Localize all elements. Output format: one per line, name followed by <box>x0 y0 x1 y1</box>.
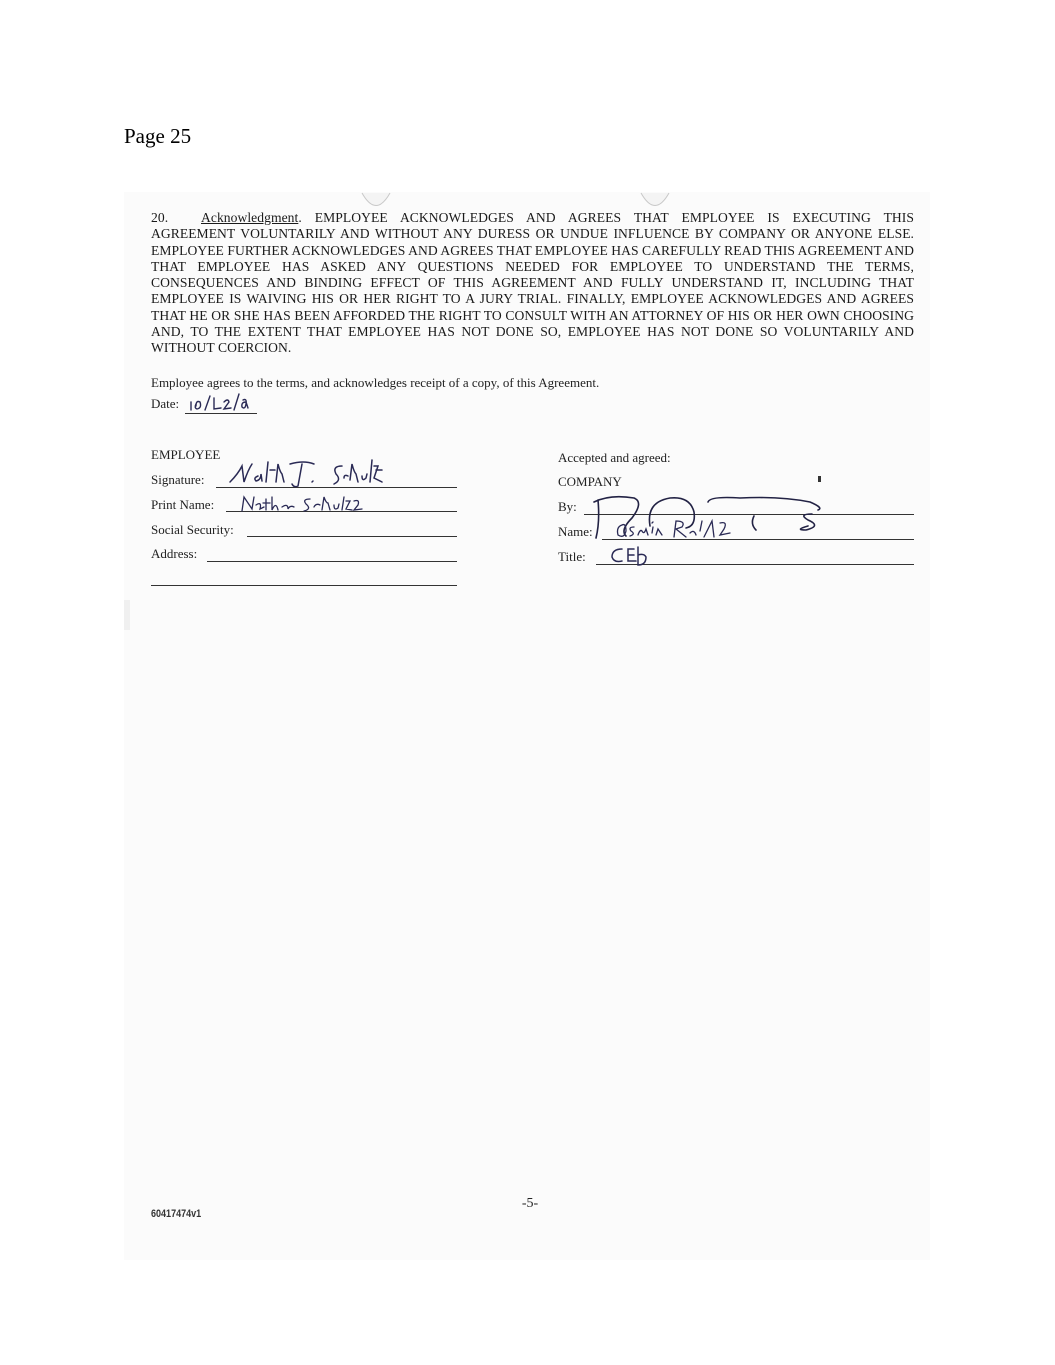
address-label: Address: <box>151 546 198 561</box>
social-security-line <box>247 536 457 537</box>
company-title-handwritten <box>610 545 654 567</box>
address-line-1 <box>207 561 457 562</box>
address-line-2 <box>151 585 457 586</box>
date-handwritten <box>188 388 258 414</box>
employee-signature <box>228 456 388 490</box>
by-label: By: <box>558 499 577 514</box>
accepted-label: Accepted and agreed: <box>558 450 671 465</box>
scan-artifact <box>124 600 130 630</box>
document-id: 60417474v1 <box>151 1208 202 1220</box>
employee-heading: EMPLOYEE <box>151 447 221 462</box>
punch-hole-right <box>640 192 670 208</box>
page-number: -5- <box>521 1196 539 1211</box>
company-heading: COMPANY <box>558 474 622 489</box>
acknowledgment-clause <box>151 210 914 357</box>
name-label: Name: <box>558 524 593 539</box>
clause-text: . EMPLOYEE ACKNOWLEDGES AND AGREES THAT EMPLOYEE IS EXECUTING THIS AGREEMENT VOLUNTARILY AND WITHOUT ANY DURESS OR UNDUE INFLUENCE BY COMPANY OR ANYONE ELSE. EMPLOYEE FURTHER ACKNOWLEDGES AND AGREES THAT EMPLOYEE HAS CAREFULLY READ THIS AGREEMENT AND THAT EMPLOYEE HAS ASKED ANY QUESTIONS NEEDED FOR EMPLOYEE TO UNDERSTAND THE TERMS, CONSEQUENCES AND BINDING EFFECT OF THIS AGREEMENT AND FULLY UNDERSTAND IT, INCLUDING THAT EMPLOYEE IS WAIVING HIS OR HER RIGHT TO A JURY TRIAL. FINALLY, EMPLOYEE ACKNOWLEDGES AND AGREES THAT HE OR SHE HAS BEEN AFFORDED THE RIGHT TO CONSULT WITH AN ATTORNEY OF HIS OR HER OWN CHOOSING AND, TO THE EXTENT THAT EMPLOYEE HAS NOT DONE SO, EMPLOYEE HAS NOT DONE SO VOLUNTARILY AND WITHOUT COERCION. <box>151 210 914 356</box>
company-printed-name <box>616 517 766 541</box>
employee-printed-name <box>240 493 370 515</box>
page-label: Page 25 <box>124 124 192 148</box>
clause-heading: Acknowledgment <box>201 210 299 225</box>
scan-speck <box>818 476 821 482</box>
clause-number: 20. <box>151 210 169 225</box>
print-name-label: Print Name: <box>151 497 215 512</box>
punch-hole-left <box>361 192 391 208</box>
date-row <box>151 396 179 412</box>
title-label: Title: <box>558 549 586 564</box>
social-security-label: Social Security: <box>151 522 234 537</box>
signature-label: Signature: <box>151 472 205 487</box>
date-label: Date: <box>151 396 180 411</box>
agreement-statement: Employee agrees to the terms, and acknowledges receipt of a copy, of this Agreement. <box>151 375 600 390</box>
